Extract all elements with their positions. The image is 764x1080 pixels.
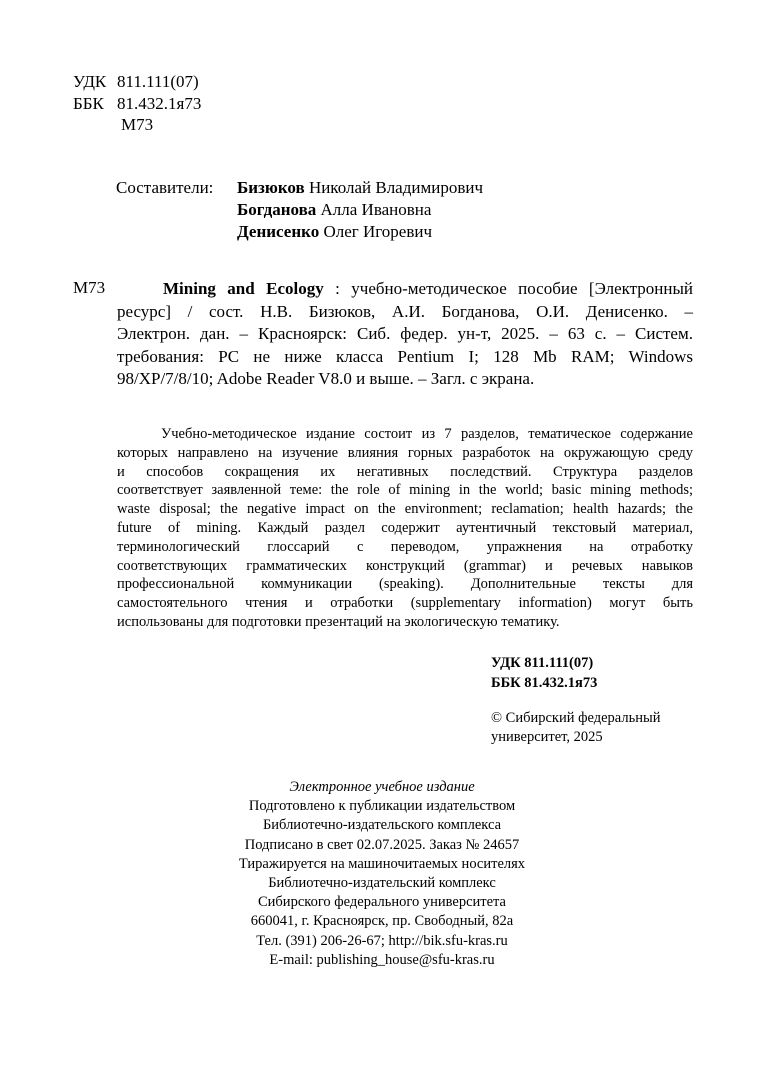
abstract-line: терминологический глоссарий с переводом, упражнения на отработку (117, 538, 693, 555)
compiler-2: Богданова Алла Ивановна (237, 200, 432, 219)
imprint-line: Сибирского федерального университета (258, 894, 506, 911)
copyright-line-2: университет, 2025 (491, 729, 603, 745)
abstract-line: использованы для подготовки презентаций на экологическую тематику. (117, 613, 560, 630)
abstract-line: которых направлено на изучение влияния горных разработок на окружающую среду (117, 444, 693, 461)
imprint-line: E-mail: publishing_house@sfu-kras.ru (269, 951, 495, 968)
compiler-1: Бизюков Николай Владимирович (237, 178, 484, 197)
abstract-line: соответствует заявленной теме: the role of mining in the world; basic mining methods; (117, 482, 693, 499)
bbk-label: ББК (73, 93, 104, 113)
author-mark: М73 (121, 115, 154, 134)
abstract-line: и способов сокращения их негативных последствий. Структура разделов (117, 463, 693, 480)
imprint-line: 660041, г. Красноярск, пр. Свободный, 82а (250, 913, 514, 930)
udk-code: УДК 811.111(07) (491, 655, 594, 671)
copyright-line-1: © Сибирский федеральный (491, 710, 661, 726)
abstract-line: Учебно-методическое издание состоит из 7 разделов, тематическое содержание (161, 426, 693, 442)
imprint-line: Подписано в свет 02.07.2025. Заказ № 24657 (244, 836, 520, 853)
biblio-line: Mining and Ecology : учебно-методическое пособие [Электронный (163, 279, 693, 298)
abstract-line: waste disposal; the negative impact on the environment; reclamation; health hazards; the (117, 501, 693, 518)
imprint-line: Библиотечно-издательский комплекс (268, 875, 496, 892)
bibliographic-mark: М73 (73, 278, 106, 297)
abstract (117, 425, 693, 632)
biblio-line: ресурс] / сост. Н.В. Бизюков, А.И. Богданова, О.И. Денисенко. – (117, 301, 693, 321)
udk-value: 811.111(07) (117, 72, 199, 91)
bbk-value: 81.432.1я73 (117, 93, 202, 113)
abstract-line: future of mining. Каждый раздел содержит аутентичный текстовый материал, (117, 519, 693, 536)
compiler-3: Денисенко Олег Игоревич (237, 222, 433, 241)
biblio-line: Электрон. дан. – Красноярск: Сиб. федер. ун-т, 2025. – 63 с. – Систем. (117, 324, 693, 343)
edition-type: Электронное учебное издание (289, 779, 475, 795)
biblio-line: 98/XP/7/8/10; Adobe Reader V8.0 и выше. – Загл. с экрана. (117, 369, 535, 388)
imprint-line: Подготовлено к публикации издательством (248, 798, 516, 815)
abstract-line: самостоятельного чтения и отработки (supplementary information) могут быть (117, 595, 693, 612)
imprint (0, 778, 764, 970)
imprint-line: Библиотечно-издательского комплекса (262, 817, 502, 834)
book-title: Mining and Ecology (163, 279, 324, 298)
imprint-line: Тиражируется на машиночитаемых носителях (238, 855, 526, 872)
compilers-block (116, 177, 483, 243)
index-codes (491, 653, 597, 693)
abstract-line: соответствующих грамматических конструкций (grammar) и речевых навыков (117, 557, 693, 574)
biblio-line: требования: PC не ниже класса Pentium I; 128 Mb RAM; Windows (117, 346, 693, 366)
classification-block (73, 71, 201, 136)
abstract-line: профессиональной коммуникации (speaking). Дополнительные тексты для (117, 576, 693, 593)
bibliographic-description (117, 278, 693, 391)
imprint-line: Тел. (391) 206-26-67; http://bik.sfu-kras.ru (256, 932, 508, 949)
compilers-label: Составители: (116, 178, 214, 197)
copyright (491, 709, 660, 747)
bbk-code: ББК 81.432.1я73 (491, 675, 598, 691)
udk-label: УДК (73, 72, 107, 91)
